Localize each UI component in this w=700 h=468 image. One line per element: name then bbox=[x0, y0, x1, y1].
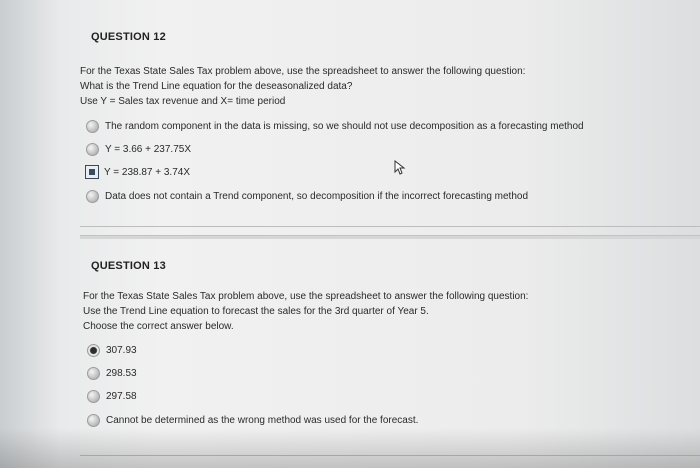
q12-option-3-label: Y = 238.87 + 3.74X bbox=[104, 166, 191, 178]
radio-button[interactable] bbox=[86, 120, 99, 133]
selected-option-box[interactable] bbox=[85, 165, 99, 179]
radio-button[interactable] bbox=[86, 190, 99, 203]
q13-option-4-label: Cannot be determined as the wrong method was used for the forecast. bbox=[106, 415, 419, 426]
radio-button-selected[interactable] bbox=[87, 344, 100, 357]
q13-option-1-label: 307.93 bbox=[106, 345, 137, 356]
q12-option-4[interactable] bbox=[86, 190, 528, 203]
bottom-shadow bbox=[0, 428, 700, 468]
q12-option-1-label: The random component in the data is missing, so we should not use decomposition as a forecasting method bbox=[105, 121, 584, 132]
q12-option-4-label: Data does not contain a Trend component, so decomposition if the incorrect forecasting method bbox=[105, 191, 529, 202]
question-12-line-2: What is the Trend Line equation for the deseasonalized data? bbox=[80, 81, 353, 92]
q12-option-3-selected[interactable] bbox=[85, 165, 190, 179]
question-12-text bbox=[80, 64, 525, 109]
radio-button[interactable] bbox=[87, 414, 100, 427]
mouse-cursor-icon bbox=[394, 160, 408, 176]
question-13-header: QUESTION 13 bbox=[91, 260, 166, 272]
section-divider bbox=[80, 226, 700, 227]
q12-option-2[interactable] bbox=[86, 143, 191, 156]
q13-option-1-selected[interactable] bbox=[87, 344, 137, 357]
question-13-line-1: For the Texas State Sales Tax problem above, use the spreadsheet to answer the following question: bbox=[83, 291, 529, 302]
question-13-line-3: Choose the correct answer below. bbox=[83, 321, 234, 332]
radio-button[interactable] bbox=[87, 390, 100, 403]
question-12-header: QUESTION 12 bbox=[91, 31, 166, 43]
q12-option-2-label: Y = 3.66 + 237.75X bbox=[105, 144, 192, 155]
q13-option-2-label: 298.53 bbox=[106, 368, 137, 379]
radio-button[interactable] bbox=[86, 143, 99, 156]
q13-option-2[interactable] bbox=[87, 367, 137, 380]
q13-option-3[interactable] bbox=[87, 390, 137, 403]
question-separator bbox=[80, 235, 700, 239]
question-12-line-3: Use Y = Sales tax revenue and X= time period bbox=[80, 96, 286, 107]
q13-option-3-label: 297.58 bbox=[106, 391, 137, 402]
q13-option-4[interactable] bbox=[87, 414, 418, 427]
selected-indicator-icon bbox=[89, 169, 95, 175]
question-13-line-2: Use the Trend Line equation to forecast the sales for the 3rd quarter of Year 5. bbox=[83, 306, 429, 317]
question-12-line-1: For the Texas State Sales Tax problem above, use the spreadsheet to answer the following question: bbox=[80, 66, 526, 77]
question-13-text bbox=[83, 289, 528, 334]
q12-option-1[interactable] bbox=[86, 120, 584, 133]
radio-button[interactable] bbox=[87, 367, 100, 380]
